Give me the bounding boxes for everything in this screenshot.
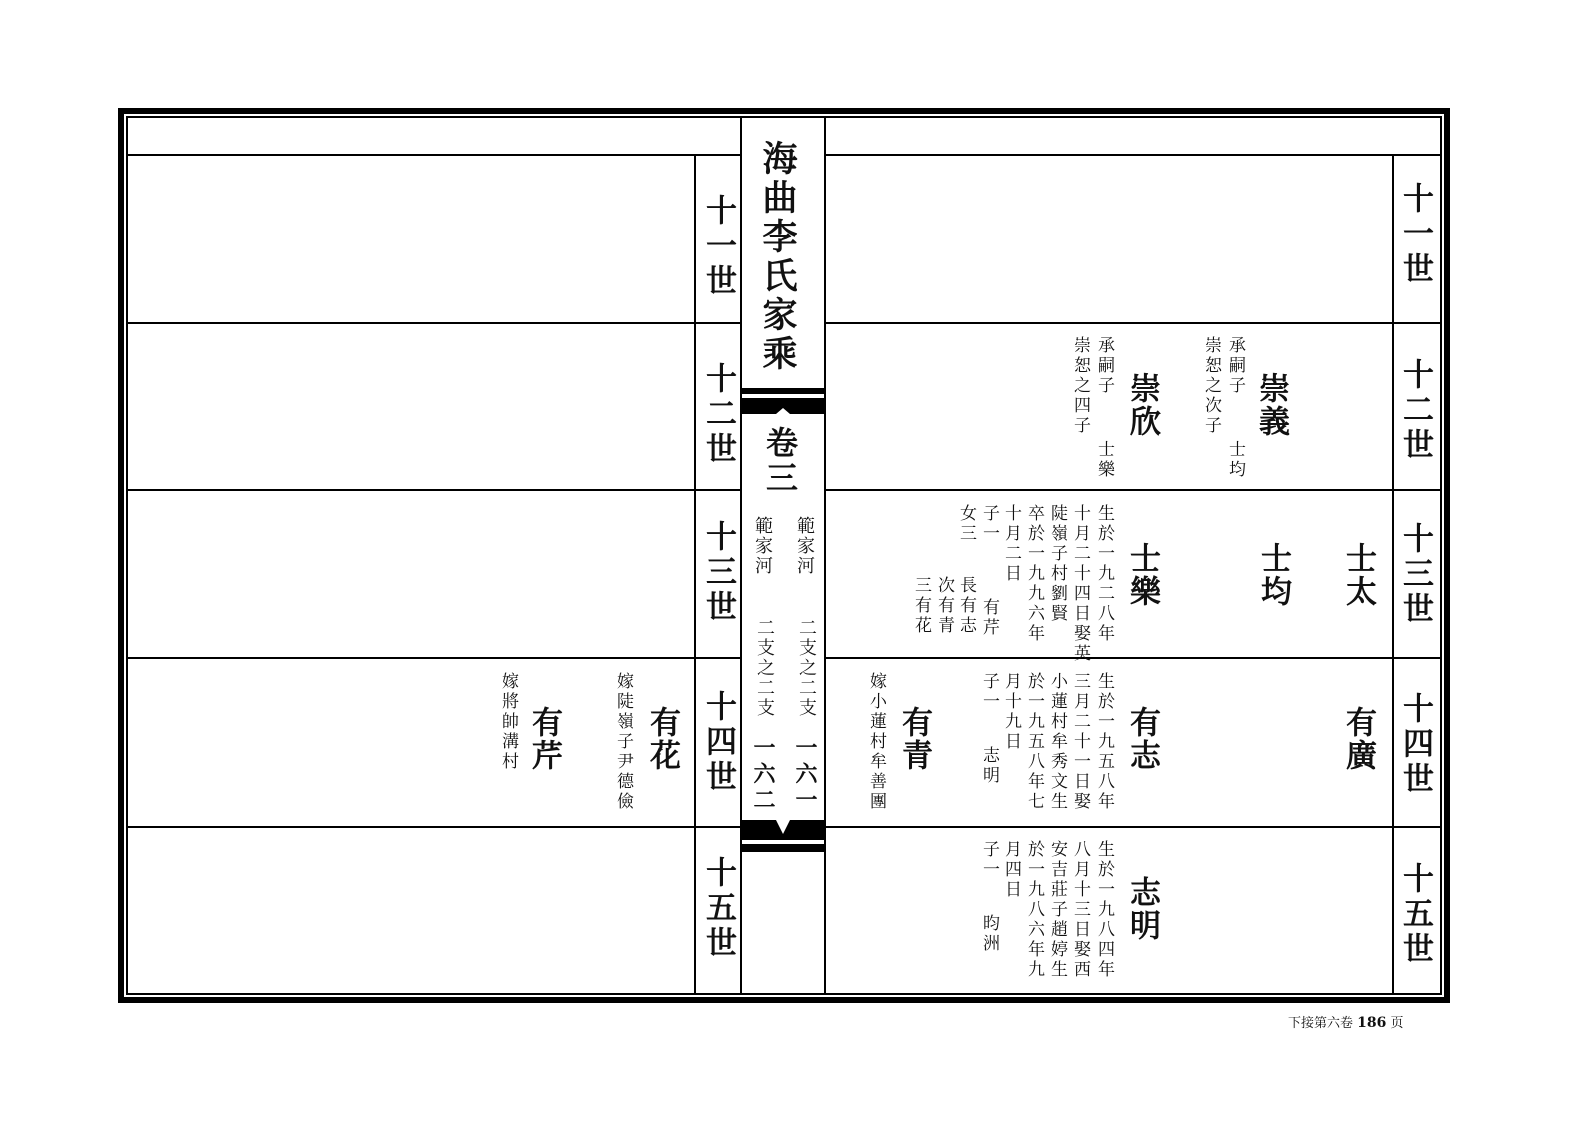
child-name: 士均 [1225, 440, 1245, 480]
sub-branch-left: 二支之二支 [754, 618, 775, 718]
person-name: 有花 [644, 706, 680, 772]
person-name: 士太 [1340, 542, 1376, 608]
page-number-left: 一六二 [750, 736, 776, 814]
continuation-page: 186 [1357, 1015, 1387, 1031]
header-rule [128, 154, 742, 156]
row-divider [826, 489, 1440, 491]
bio-line: 三月二十一日娶 [1070, 672, 1090, 812]
bio-line: 生於一九八四年 [1094, 840, 1114, 980]
gen-label-left: 十四世 [700, 690, 736, 795]
gen-label-right: 十一世 [1397, 182, 1433, 287]
branch-label-left: 範家河 [752, 516, 773, 576]
person-name: 崇義 [1253, 372, 1289, 438]
bio-line: 十月二日 [1001, 504, 1021, 584]
gen-label-right: 十二世 [1397, 358, 1433, 463]
issue-count: 子一 [979, 504, 999, 544]
row-divider [826, 657, 1440, 659]
branch-label-right: 範家河 [794, 516, 815, 576]
row-divider [826, 322, 1440, 324]
person-name: 士樂 [1124, 542, 1160, 608]
right-gen-column-rule [1392, 154, 1394, 993]
bio-line: 於一九五八年七 [1024, 672, 1044, 812]
bio-line: 於一九八六年九 [1024, 840, 1044, 980]
spine-right-rule [824, 118, 826, 993]
children-list: 三有花 [911, 576, 931, 636]
row-divider [128, 826, 742, 828]
marriage-note: 嫁小蓮村牟善團 [866, 672, 886, 812]
gen-label-left: 十三世 [700, 520, 736, 625]
bio-line: 八月十三日娶西 [1070, 840, 1090, 980]
bio-line: 小蓮村牟秀文生 [1047, 672, 1067, 812]
marriage-note: 嫁陡嶺子尹德儉 [613, 672, 633, 812]
children-list: 長有志 [956, 576, 976, 636]
sub-branch-right: 二支之二支 [796, 618, 817, 718]
gen-label-right: 十三世 [1397, 522, 1433, 627]
left-gen-column-rule [694, 154, 696, 993]
row-divider [128, 489, 742, 491]
volume-label: 卷三 [761, 426, 799, 496]
issue-count: 女三 [956, 504, 976, 544]
continuation-note [1288, 1012, 1404, 1031]
gen-label-right: 十五世 [1397, 862, 1433, 967]
person-name: 士均 [1255, 542, 1291, 608]
adoption-note: 承嗣子 [1225, 336, 1245, 396]
continuation-prefix: 下接第六卷 [1288, 1016, 1354, 1031]
person-name: 有廣 [1340, 706, 1376, 772]
adoption-note: 崇恕之四子 [1070, 336, 1090, 436]
page-number-right: 一六一 [792, 736, 818, 814]
bio-line: 安吉莊子趙婷生 [1047, 840, 1067, 980]
row-divider [826, 826, 1440, 828]
bio-line: 卒於一九九六年 [1024, 504, 1044, 644]
book-title: 海曲李氏家乘 [757, 140, 798, 374]
row-divider [128, 322, 742, 324]
person-name: 崇欣 [1124, 372, 1160, 438]
gen-label-left: 十二世 [700, 362, 736, 467]
gen-label-right: 十四世 [1397, 692, 1433, 797]
gen-label-left: 十五世 [700, 856, 736, 961]
bio-line: 十月二十四日娶英 [1070, 504, 1090, 664]
bio-line: 月四日 [1001, 840, 1021, 900]
bio-line: 生於一九五八年 [1094, 672, 1114, 812]
bio-line: 陡嶺子村劉賢 [1047, 504, 1067, 624]
issue-count: 子一 [979, 672, 999, 712]
header-rule [826, 154, 1440, 156]
continuation-suffix: 页 [1390, 1016, 1404, 1031]
adoption-note: 崇恕之次子 [1201, 336, 1221, 436]
row-divider [128, 657, 742, 659]
gen-label-left: 十一世 [700, 194, 736, 299]
children-list: 有芹 [979, 598, 999, 638]
child-name: 志明 [979, 746, 999, 786]
person-name: 志明 [1124, 876, 1160, 942]
person-name: 有青 [896, 706, 932, 772]
children-list: 次有青 [934, 576, 954, 636]
person-name: 有志 [1124, 706, 1160, 772]
person-name: 有芹 [526, 706, 562, 772]
bio-line: 生於一九二八年 [1094, 504, 1114, 644]
child-name: 士樂 [1094, 440, 1114, 480]
marriage-note: 嫁將帥溝村 [498, 672, 518, 772]
bio-line: 月十九日 [1001, 672, 1021, 752]
issue-count: 子一 [979, 840, 999, 880]
child-name: 昀洲 [979, 914, 999, 954]
adoption-note: 承嗣子 [1094, 336, 1114, 396]
